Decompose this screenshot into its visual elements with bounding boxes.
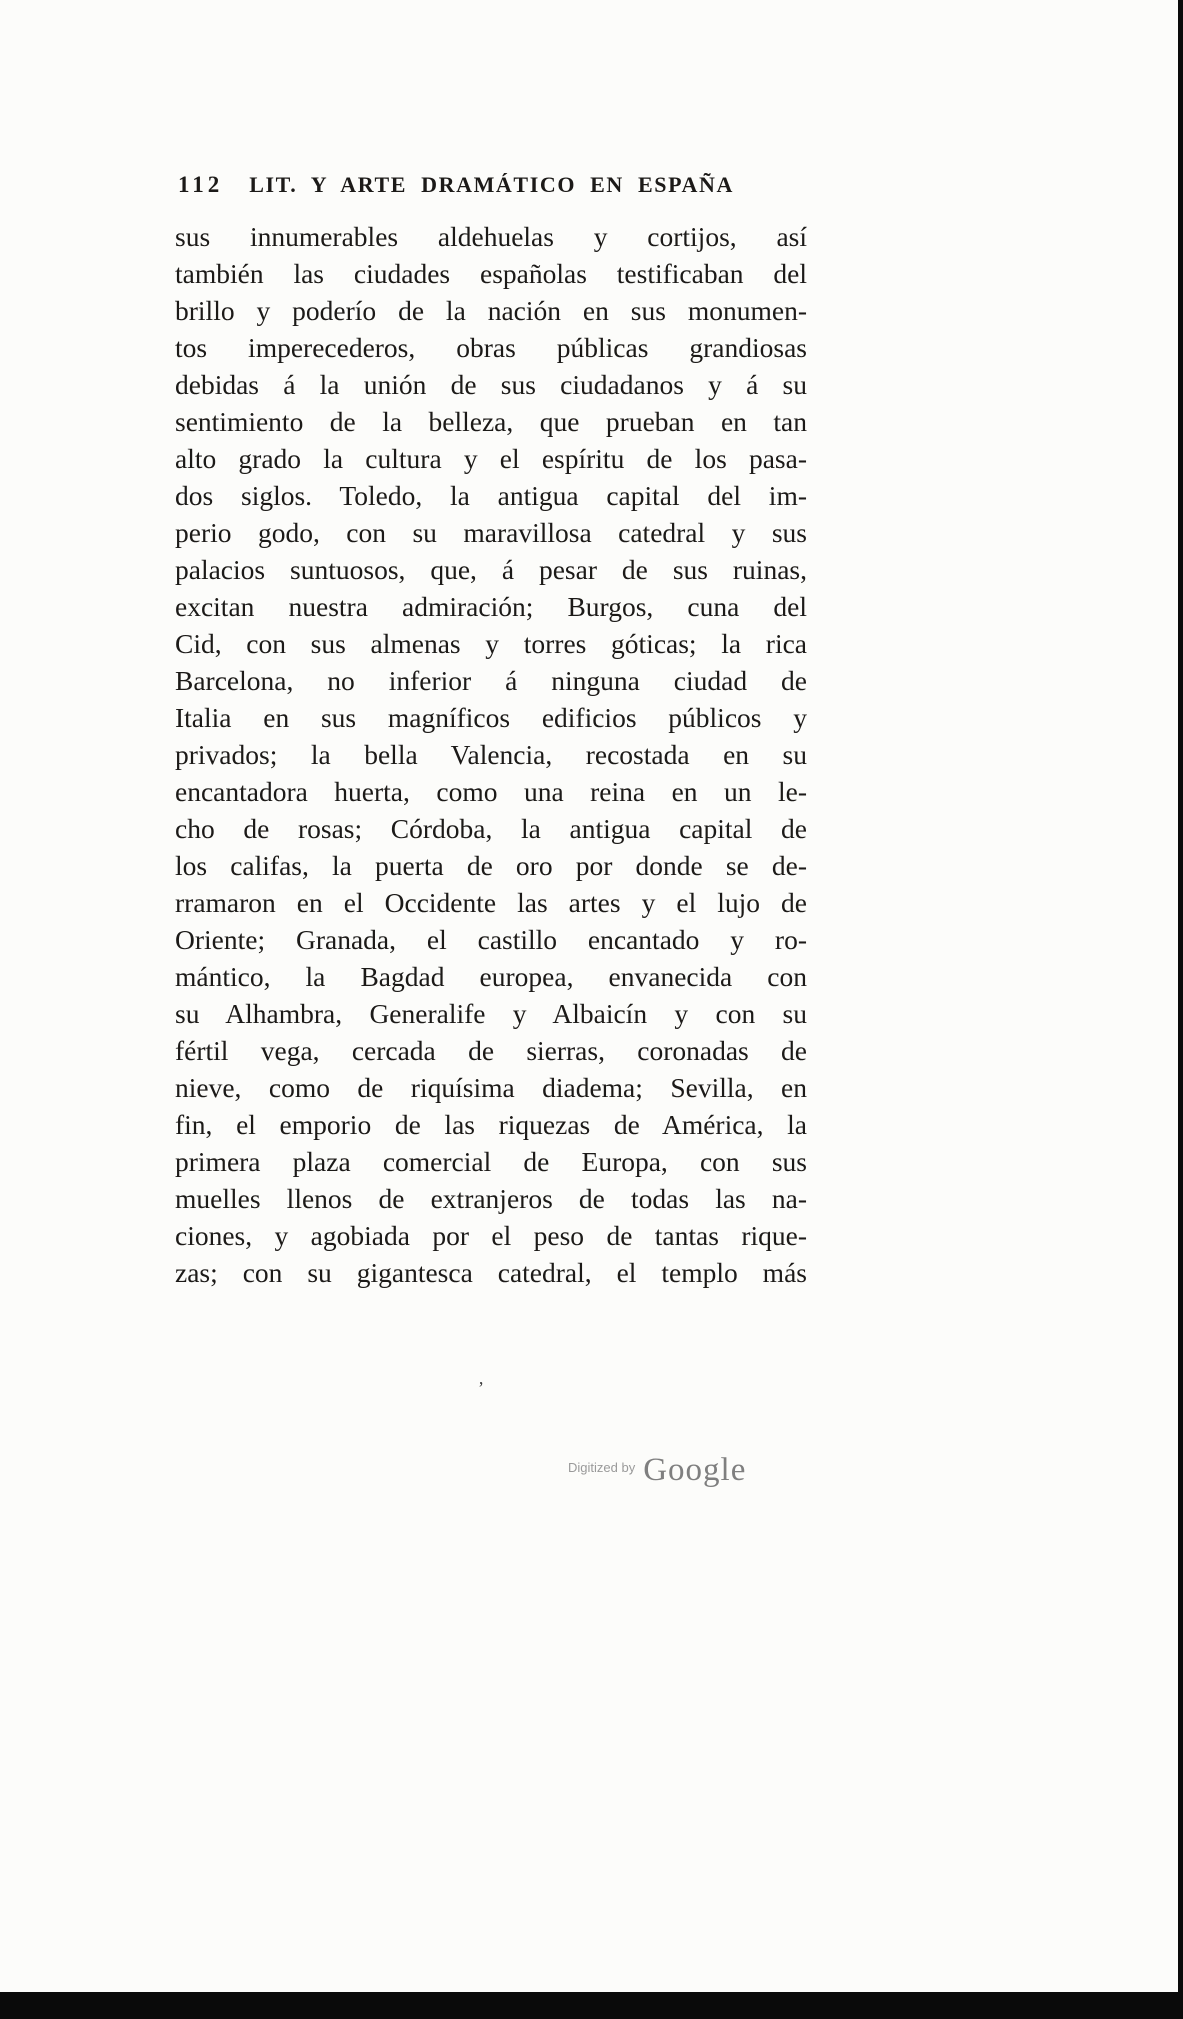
text-line: nieve, como de riquísima diadema; Sevilla, en [175,1072,807,1103]
text-line: Barcelona, no inferior á ninguna ciudad de [175,665,807,696]
text-line: palacios suntuosos, que, á pesar de sus ruinas, [175,554,807,585]
scan-edge-right [1178,0,1183,2019]
text-line: primera plaza comercial de Europa, con sus [175,1146,807,1177]
text-line: fin, el emporio de las riquezas de América, la [175,1109,807,1140]
text-line: debidas á la unión de sus ciudadanos y á su [175,369,807,400]
google-logo: Google [643,1452,747,1488]
page-header [178,172,818,198]
page-number: 112 [178,172,224,197]
text-line: sus innumerables aldehuelas y cortijos, así [175,221,807,252]
text-line: fértil vega, cercada de sierras, coronadas de [175,1035,807,1066]
text-line: alto grado la cultura y el espíritu de los pasa- [175,443,807,474]
text-line: dos siglos. Toledo, la antigua capital del im- [175,480,807,511]
text-line: también las ciudades españolas testificaban del [175,258,807,289]
text-line: perio godo, con su maravillosa catedral y sus [175,517,807,548]
text-line: ciones, y agobiada por el peso de tantas rique- [175,1220,807,1251]
text-line: rramaron en el Occidente las artes y el lujo de [175,887,807,918]
text-line: muelles llenos de extranjeros de todas las na- [175,1183,807,1214]
text-line: Italia en sus magníficos edificios públicos y [175,702,807,733]
text-line: zas; con su gigantesca catedral, el templo más [175,1257,807,1288]
text-line: sentimiento de la belleza, que prueban en tan [175,406,807,437]
running-title: LIT. Y ARTE DRAMÁTICO EN ESPAÑA [249,172,734,197]
google-watermark [568,1452,746,1489]
text-line: brillo y poderío de la nación en sus monumen- [175,295,807,326]
text-line: los califas, la puerta de oro por donde se de- [175,850,807,881]
text-line: privados; la bella Valencia, recostada en su [175,739,807,770]
text-line: mántico, la Bagdad europea, envanecida con [175,961,807,992]
body-text [175,218,807,1291]
text-line: tos imperecederos, obras públicas grandiosas [175,332,807,363]
scan-edge-bottom [0,1992,1183,2019]
text-line: encantadora huerta, como una reina en un le- [175,776,807,807]
digitized-by-label: Digitized by [568,1460,636,1475]
text-line: su Alhambra, Generalife y Albaicín y con su [175,998,807,1029]
text-line: excitan nuestra admiración; Burgos, cuna del [175,591,807,622]
text-line: Oriente; Granada, el castillo encantado y ro- [175,924,807,955]
stray-mark: ’ [478,1378,484,1398]
text-line: Cid, con sus almenas y torres góticas; la rica [175,628,807,659]
text-line: cho de rosas; Córdoba, la antigua capital de [175,813,807,844]
